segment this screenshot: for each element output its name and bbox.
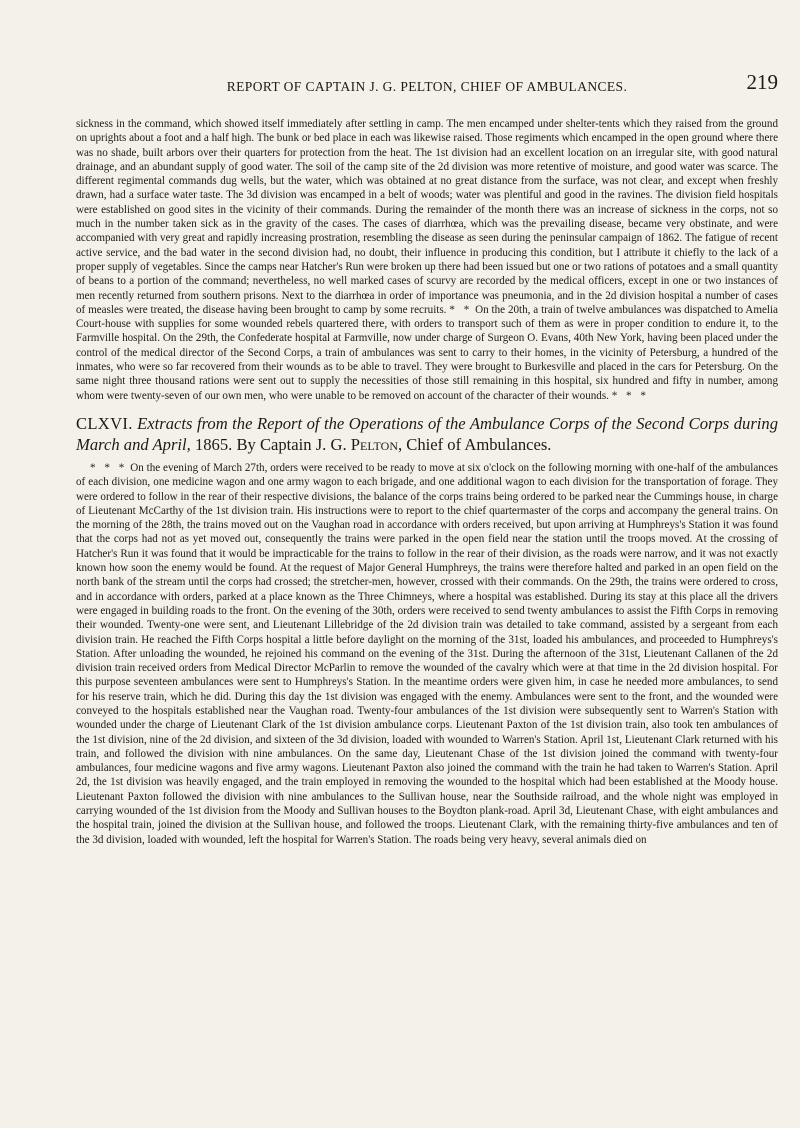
page-number: 219 (746, 70, 778, 94)
section-heading (76, 413, 778, 455)
ellipsis-stars: * * * (611, 389, 649, 402)
running-head (76, 70, 778, 98)
byline-prefix: By Captain J. G. (236, 434, 347, 454)
paragraph-sickness (76, 117, 778, 403)
section-number: CLXVI. (76, 413, 133, 433)
byline-name: Pelton (350, 434, 398, 454)
ellipsis-stars: * * * (90, 461, 128, 474)
body-text (76, 117, 778, 847)
section-year: 1865. (194, 434, 233, 454)
paragraph-march-april (76, 461, 778, 847)
paragraph-farmville-text: On the 20th, a train of twelve ambulances was dispatched to Amelia Court-house with supplies for some wounded rebels quartered there, with orders to transport such of them as were in proper condition to endure it, to the Farmville hospital. On the 29th, the Confederate hospital at Farmville, now under charge of Surgeon O. Evans, 40th New York, having been placed under the control of the medical director of the Second Corps, a train of ambulances was sent to carry to their homes, in the vicinity of Petersburg, a hundred of the inmates, who were so far recovered from their wounds as to be able to travel. They were brought to Burkesville and placed in the cars for Petersburg. On the same night three thousand rations were sent out to supply the necessities of those still remaining in this hospital, six hundred and fifty in number, among whom were twenty-seven of our own men, who were unable to be removed on account of the character of their wounds. (76, 303, 778, 402)
ellipsis-stars: * * (449, 303, 473, 316)
byline-suffix: , Chief of Ambulances. (398, 434, 552, 454)
paragraph-march-april-text: On the evening of March 27th, orders were received to be ready to move at six o'clock on the following morning with one-half of the ambulances of each division, one medicine wagon and one army wagon to each brigade, and one additional wagon to each division for the transportation of forage. They were ordered to follow in the rear of their respective divisions, the balance of the corps trains being ordered to be parked near the Cummings house, in charge of Lieutenant McCarthy of the 1st division train. His instructions were to report to the chief quartermaster of the corps and accompany the general trains. On the morning of the 28th, the trains moved out on the Vaughan road in accordance with orders received, but upon arriving at Humphreys's Station it was found that the corps had not as yet moved out, consequently the trains were parked in the open field near the station until the troops moved. At the crossing of Hatcher's Run it was found that it would be impracticable for the trains to follow in the rear of their division, as the roads were narrow, and it was not exactly known how soon the enemy would be found. At the request of Major General Humphreys, the trains were therefore halted and parked in an open field on the north bank of the stream until the corps had crossed; the stretcher-men, however, crossed with their commands. On the 29th, the trains were ordered to cross, and in accordance with orders, parked at a place known as the Three Chimneys, where a hospital was established. During its stay at this place all the drivers were engaged in building roads to the front. On the evening of the 30th, orders were received to send twenty ambulances to assist the Fifth Corps in removing their wounded. Twenty-one were sent, and Lieutenant Lillebridge of the 2d division train was detailed to take command, assisted by a sergeant from each division train. He reached the Fifth Corps hospital a little before daylight on the morning of the 31st, loaded his ambulances, and proceeded to Humphreys's Station. After unloading the wounded, he rejoined his command on the evening of the 31st. During the afternoon of the 31st, Lieutenant Callanen of the 2d division train received orders from Medical Director McParlin to remove the wounded of the cavalry which were at that time in the 2d division hospital. For this purpose seventeen ambulances were sent to Humphreys's Station. In the meantime orders were given him, in case he needed more ambulances, to send for his reserve train, which he did. During this day the 1st division was engaged with the enemy. Ambulances were sent to the front, and the wounded were conveyed to the hospitals established near the Vaughan road. Twenty-four ambulances of the 1st division were subsequently sent to Warren's Station with wounded under the charge of Lieutenant Clark of the 1st division ambulance corps. Lieutenant Paxton of the 1st division train, also took ten ambulances of the 1st division, nine of the 2d division, and sixteen of the 3d division, loaded with wounded to Warren's Station. April 1st, Lieutenant Clark returned with his train, and followed the division with nine ambulances. On the same day, Lieutenant Chase of the 1st division joined the command with twenty-four ambulances, four medicine wagons and five army wagons. Lieutenant Paxton also joined the command with the train he had taken to Warren's Station. April 2d, the 1st division was heavily engaged, and the train employed in removing the wounded to the hospital which had been established at the Moody house. Lieutenant Paxton followed the division with nine ambulances to the Sullivan house, near the Southside railroad, and the whole night was employed in carrying wounded of the 1st division from the Moody and Sullivan houses to the Boydton plank-road. April 3d, Lieutenant Chase, with eight ambulances and the hospital train, joined the division at the Sullivan house, and followed the troops. Lieutenant Clark, with the remaining thirty-five ambulances and ten of the 3d division, loaded with wounded, left the hospital for Warren's Station. The roads being very heavy, several animals died on (76, 461, 778, 846)
paragraph-sickness-text: sickness in the command, which showed itself immediately after settling in camp. The men encamped under shelter-tents which they raised from the ground on uprights about a foot and a half high. The bunk or bed place in each was likewise raised. Those regiments which encamped in the open ground where there was no shade, built arbors over their quarters for protection from the heat. The 1st division had an excellent location on an irregular site, with good natural drainage, and an abundant supply of good water. The soil of the camp site of the 2d division was more retentive of moisture, and good water was scarce. The different regimental commands dug wells, but the water, which was obtained at no great distance from the surface, was not clear, and except when freshly drawn, had a surface water taste. The 3d division was encamped in a belt of woods; water was plentiful and good in the ravines. The division field hospitals were established on good sites in the vicinity of their commands. During the remainder of the month there was an increase of sickness in the corps, not so much in the number taken sick as in the gravity of the cases. The cases of diarrhœa, which was the prevailing disease, became very obstinate, and were accompanied with very great and rapidly increasing prostration, resembling the disease as seen during the peninsular campaign of 1862. The fatigue of recent active service, and the bad water in the second division had, no doubt, their influence in producing this condition, but I attribute it chiefly to the lack of a proper supply of vegetables. Since the camps near Hatcher's Run were broken up there had been issued but one or two rations of potatoes and a small quantity of beans to a portion of the command; nevertheless, no well marked cases of scurvy are recorded by the medical officers, except in one or two instances of men recently returned from southern prisons. Next to the diarrhœa in order of importance was pneumonia, and in the 2d division hospital a number of cases of measles were treated, the disease having been brought to camp by some recruits. (76, 118, 778, 316)
running-title: REPORT OF CAPTAIN J. G. PELTON, CHIEF OF AMBULANCES. (226, 79, 628, 94)
section-title: Extracts from the Report of the Operations of the Ambulance Corps of the Second Corps during March and April, (76, 413, 778, 454)
